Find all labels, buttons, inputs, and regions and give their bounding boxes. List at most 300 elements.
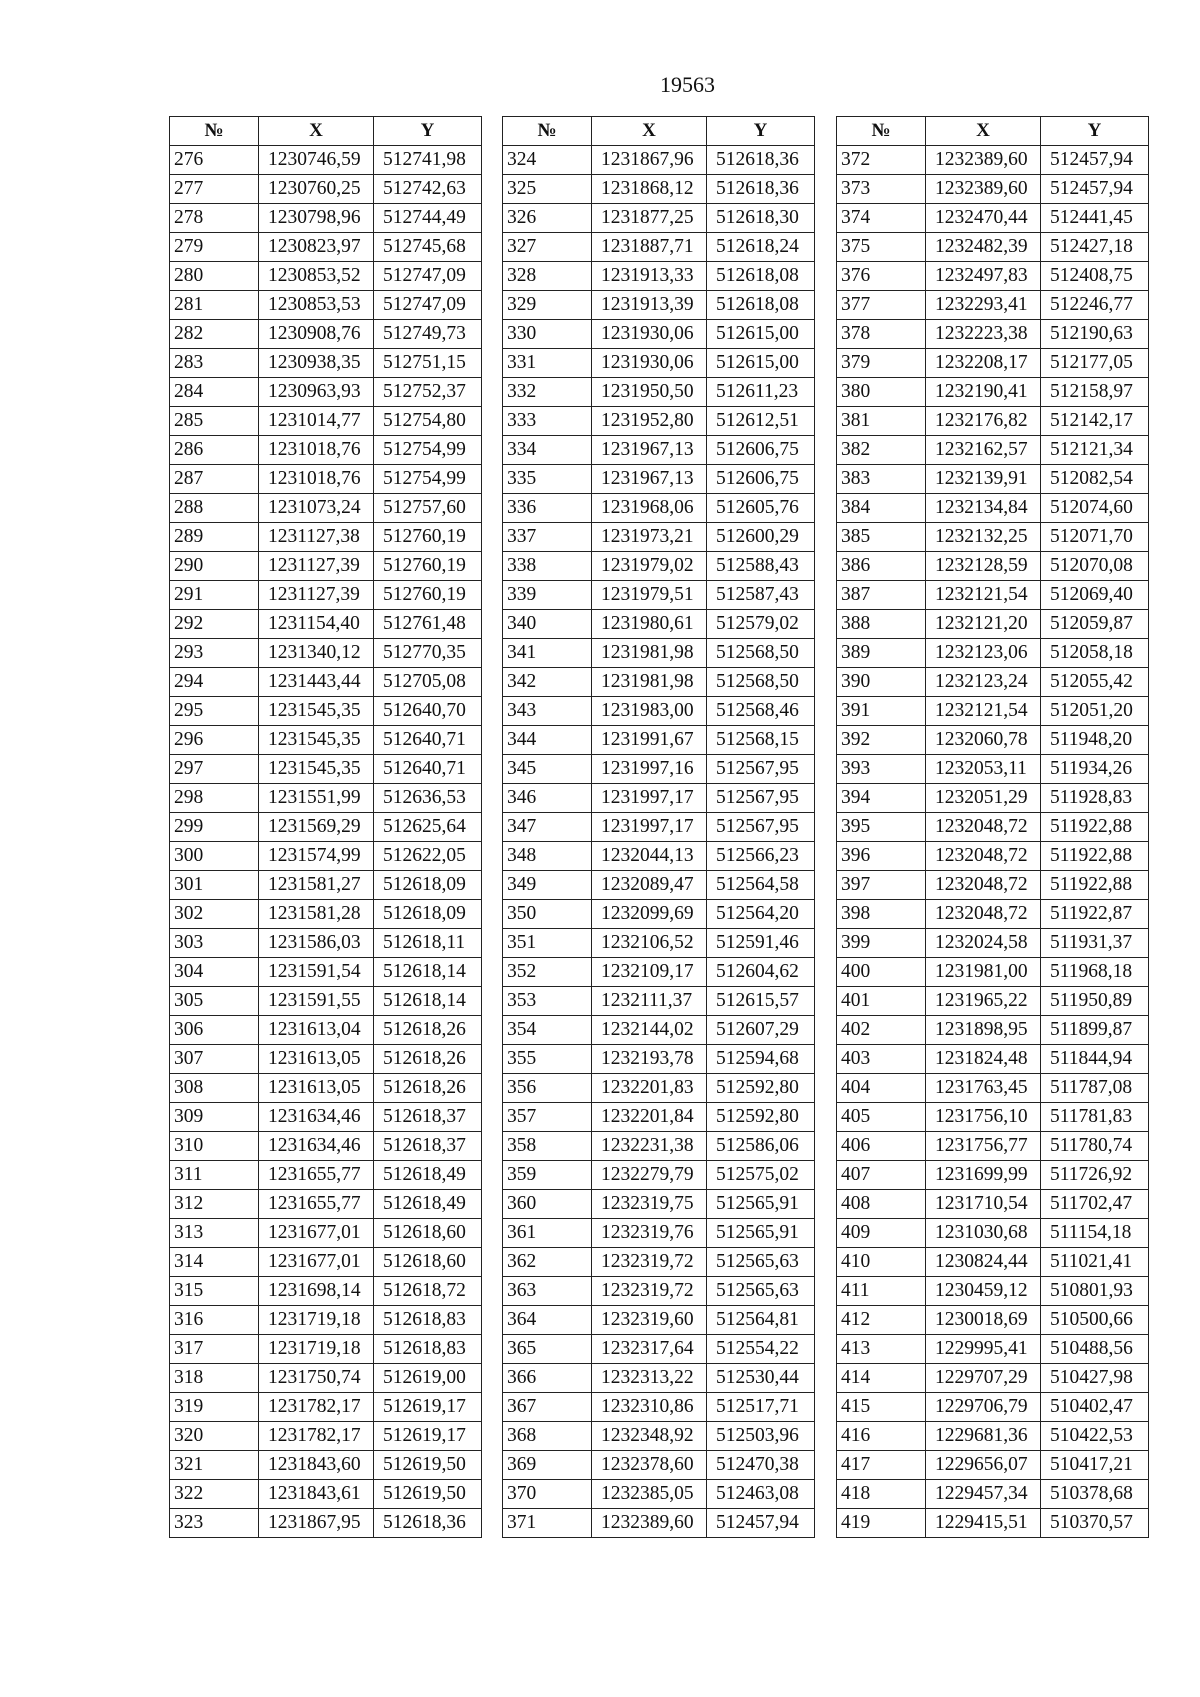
table-row	[170, 523, 482, 552]
cell-number: 339	[503, 581, 592, 610]
table-row	[170, 204, 482, 233]
table-row	[837, 1161, 1149, 1190]
cell-x: 1231750,74	[259, 1364, 374, 1393]
table-row	[503, 987, 815, 1016]
table-row	[170, 552, 482, 581]
table-row	[503, 668, 815, 697]
cell-y: 512757,60	[374, 494, 482, 523]
cell-x: 1231979,02	[592, 552, 707, 581]
cell-y: 512427,18	[1041, 233, 1149, 262]
cell-x: 1232128,59	[926, 552, 1041, 581]
cell-x: 1232024,58	[926, 929, 1041, 958]
table-row	[170, 581, 482, 610]
cell-y: 511787,08	[1041, 1074, 1149, 1103]
cell-number: 308	[170, 1074, 259, 1103]
cell-y: 512615,00	[707, 349, 815, 378]
cell-x: 1231545,35	[259, 726, 374, 755]
cell-x: 1231843,61	[259, 1480, 374, 1509]
cell-y: 510422,53	[1041, 1422, 1149, 1451]
cell-x: 1231997,17	[592, 813, 707, 842]
table-row	[837, 842, 1149, 871]
table-row	[170, 1451, 482, 1480]
cell-y: 512619,17	[374, 1422, 482, 1451]
cell-number: 301	[170, 871, 259, 900]
cell-x: 1231551,99	[259, 784, 374, 813]
cell-y: 512741,98	[374, 146, 482, 175]
cell-x: 1232385,05	[592, 1480, 707, 1509]
table-row	[170, 1277, 482, 1306]
cell-x: 1231655,77	[259, 1190, 374, 1219]
cell-x: 1232051,29	[926, 784, 1041, 813]
table-row	[837, 1277, 1149, 1306]
table-row	[170, 1045, 482, 1074]
cell-y: 512082,54	[1041, 465, 1149, 494]
cell-number: 293	[170, 639, 259, 668]
cell-number: 319	[170, 1393, 259, 1422]
cell-number: 312	[170, 1190, 259, 1219]
cell-number: 393	[837, 755, 926, 784]
cell-y: 512760,19	[374, 581, 482, 610]
cell-number: 385	[837, 523, 926, 552]
cell-number: 328	[503, 262, 592, 291]
cell-y: 512565,63	[707, 1248, 815, 1277]
table-row	[170, 813, 482, 842]
cell-y: 511948,20	[1041, 726, 1149, 755]
table-row	[837, 755, 1149, 784]
cell-y: 512619,17	[374, 1393, 482, 1422]
table-row	[837, 871, 1149, 900]
cell-x: 1231014,77	[259, 407, 374, 436]
cell-number: 329	[503, 291, 592, 320]
cell-y: 512575,02	[707, 1161, 815, 1190]
header-row	[837, 117, 1149, 146]
table-row	[170, 1219, 482, 1248]
cell-number: 414	[837, 1364, 926, 1393]
cell-number: 384	[837, 494, 926, 523]
cell-y: 511781,83	[1041, 1103, 1149, 1132]
cell-x: 1232348,92	[592, 1422, 707, 1451]
cell-number: 335	[503, 465, 592, 494]
table-row	[503, 1422, 815, 1451]
table-row	[170, 1393, 482, 1422]
cell-y: 512618,49	[374, 1190, 482, 1219]
cell-y: 512074,60	[1041, 494, 1149, 523]
cell-y: 512592,80	[707, 1103, 815, 1132]
cell-number: 377	[837, 291, 926, 320]
cell-number: 277	[170, 175, 259, 204]
cell-x: 1231073,24	[259, 494, 374, 523]
cell-x: 1231634,46	[259, 1103, 374, 1132]
cell-x: 1232319,72	[592, 1277, 707, 1306]
cell-x: 1232060,78	[926, 726, 1041, 755]
cell-x: 1231950,50	[592, 378, 707, 407]
cell-x: 1232123,24	[926, 668, 1041, 697]
cell-number: 347	[503, 813, 592, 842]
cell-x: 1231877,25	[592, 204, 707, 233]
table-row	[503, 929, 815, 958]
cell-number: 290	[170, 552, 259, 581]
cell-x: 1232121,54	[926, 581, 1041, 610]
cell-y: 512618,08	[707, 262, 815, 291]
cell-y: 512760,19	[374, 523, 482, 552]
cell-x: 1231127,38	[259, 523, 374, 552]
table-row	[503, 813, 815, 842]
cell-y: 511950,89	[1041, 987, 1149, 1016]
table-row	[170, 639, 482, 668]
cell-x: 1231581,28	[259, 900, 374, 929]
table-row	[837, 697, 1149, 726]
cell-number: 284	[170, 378, 259, 407]
table-row	[837, 1132, 1149, 1161]
cell-y: 512606,75	[707, 436, 815, 465]
table-row	[503, 755, 815, 784]
cell-x: 1232201,83	[592, 1074, 707, 1103]
cell-number: 331	[503, 349, 592, 378]
cell-number: 355	[503, 1045, 592, 1074]
cell-y: 512567,95	[707, 784, 815, 813]
cell-number: 396	[837, 842, 926, 871]
cell-x: 1231979,51	[592, 581, 707, 610]
cell-x: 1232176,82	[926, 407, 1041, 436]
cell-number: 399	[837, 929, 926, 958]
cell-y: 512612,51	[707, 407, 815, 436]
cell-x: 1231710,54	[926, 1190, 1041, 1219]
cell-x: 1232132,25	[926, 523, 1041, 552]
table-row	[170, 610, 482, 639]
cell-y: 512190,63	[1041, 320, 1149, 349]
cell-x: 1232048,72	[926, 842, 1041, 871]
table-row	[837, 233, 1149, 262]
cell-number: 320	[170, 1422, 259, 1451]
cell-x: 1232139,91	[926, 465, 1041, 494]
cell-x: 1232121,54	[926, 697, 1041, 726]
table-row	[170, 1132, 482, 1161]
cell-number: 418	[837, 1480, 926, 1509]
table-row	[503, 958, 815, 987]
cell-number: 303	[170, 929, 259, 958]
cell-number: 348	[503, 842, 592, 871]
table-row	[503, 871, 815, 900]
cell-number: 383	[837, 465, 926, 494]
cell-number: 388	[837, 610, 926, 639]
table-row	[170, 871, 482, 900]
cell-y: 512618,60	[374, 1219, 482, 1248]
cell-y: 510500,66	[1041, 1306, 1149, 1335]
table-row	[503, 494, 815, 523]
cell-x: 1231981,00	[926, 958, 1041, 987]
table-row	[837, 639, 1149, 668]
cell-y: 512071,70	[1041, 523, 1149, 552]
cell-number: 307	[170, 1045, 259, 1074]
table-row	[837, 900, 1149, 929]
cell-number: 297	[170, 755, 259, 784]
cell-y: 512705,08	[374, 668, 482, 697]
table-row	[837, 320, 1149, 349]
table-row	[503, 726, 815, 755]
cell-x: 1232106,52	[592, 929, 707, 958]
table-row	[503, 1016, 815, 1045]
header-row	[503, 117, 815, 146]
cell-number: 404	[837, 1074, 926, 1103]
table-row	[170, 668, 482, 697]
table-row	[837, 1074, 1149, 1103]
cell-x: 1231867,96	[592, 146, 707, 175]
cell-number: 374	[837, 204, 926, 233]
cell-y: 512618,36	[374, 1509, 482, 1538]
cell-x: 1232048,72	[926, 900, 1041, 929]
table-row	[837, 1451, 1149, 1480]
table-row	[503, 1132, 815, 1161]
cell-x: 1229457,34	[926, 1480, 1041, 1509]
cell-number: 369	[503, 1451, 592, 1480]
table-row	[837, 610, 1149, 639]
cell-y: 512618,36	[707, 175, 815, 204]
cell-x: 1231756,77	[926, 1132, 1041, 1161]
table-row	[170, 1248, 482, 1277]
cell-y: 512618,11	[374, 929, 482, 958]
cell-number: 302	[170, 900, 259, 929]
cell-y: 512565,91	[707, 1219, 815, 1248]
cell-number: 361	[503, 1219, 592, 1248]
cell-number: 400	[837, 958, 926, 987]
cell-number: 350	[503, 900, 592, 929]
cell-number: 322	[170, 1480, 259, 1509]
table-row	[503, 436, 815, 465]
cell-y: 512618,26	[374, 1045, 482, 1074]
cell-number: 336	[503, 494, 592, 523]
cell-number: 341	[503, 639, 592, 668]
cell-number: 276	[170, 146, 259, 175]
table-row	[503, 378, 815, 407]
cell-number: 410	[837, 1248, 926, 1277]
cell-number: 318	[170, 1364, 259, 1393]
cell-y: 512408,75	[1041, 262, 1149, 291]
cell-x: 1232121,20	[926, 610, 1041, 639]
cell-x: 1229995,41	[926, 1335, 1041, 1364]
cell-number: 282	[170, 320, 259, 349]
cell-number: 386	[837, 552, 926, 581]
cell-y: 511021,41	[1041, 1248, 1149, 1277]
cell-y: 512055,42	[1041, 668, 1149, 697]
table-row	[170, 1335, 482, 1364]
cell-x: 1232319,75	[592, 1190, 707, 1219]
cell-y: 512605,76	[707, 494, 815, 523]
cell-x: 1231898,95	[926, 1016, 1041, 1045]
cell-y: 511154,18	[1041, 1219, 1149, 1248]
cell-x: 1232134,84	[926, 494, 1041, 523]
cell-x: 1231677,01	[259, 1219, 374, 1248]
cell-x: 1232099,69	[592, 900, 707, 929]
cell-y: 512618,37	[374, 1103, 482, 1132]
cell-number: 321	[170, 1451, 259, 1480]
cell-x: 1231340,12	[259, 639, 374, 668]
column-header-x: X	[926, 117, 1041, 146]
cell-y: 512611,23	[707, 378, 815, 407]
cell-number: 378	[837, 320, 926, 349]
cell-x: 1231127,39	[259, 581, 374, 610]
cell-y: 512607,29	[707, 1016, 815, 1045]
table-row	[837, 204, 1149, 233]
cell-number: 349	[503, 871, 592, 900]
table-row	[837, 175, 1149, 204]
cell-number: 305	[170, 987, 259, 1016]
cell-number: 417	[837, 1451, 926, 1480]
cell-number: 373	[837, 175, 926, 204]
cell-number: 366	[503, 1364, 592, 1393]
table-row	[837, 262, 1149, 291]
table-row	[170, 175, 482, 204]
cell-x: 1232053,11	[926, 755, 1041, 784]
cell-y: 511922,88	[1041, 813, 1149, 842]
cell-y: 510378,68	[1041, 1480, 1149, 1509]
column-header-y: Y	[374, 117, 482, 146]
cell-y: 512752,37	[374, 378, 482, 407]
cell-x: 1230853,52	[259, 262, 374, 291]
table-row	[503, 1277, 815, 1306]
cell-x: 1231930,06	[592, 320, 707, 349]
cell-number: 333	[503, 407, 592, 436]
cell-y: 512586,06	[707, 1132, 815, 1161]
cell-number: 330	[503, 320, 592, 349]
cell-x: 1231980,61	[592, 610, 707, 639]
cell-x: 1232044,13	[592, 842, 707, 871]
cell-y: 512618,30	[707, 204, 815, 233]
table-row	[503, 1480, 815, 1509]
cell-number: 289	[170, 523, 259, 552]
table-row	[837, 1335, 1149, 1364]
cell-y: 512503,96	[707, 1422, 815, 1451]
cell-y: 512058,18	[1041, 639, 1149, 668]
cell-x: 1230908,76	[259, 320, 374, 349]
cell-y: 512618,60	[374, 1248, 482, 1277]
cell-number: 310	[170, 1132, 259, 1161]
cell-y: 511922,88	[1041, 871, 1149, 900]
cell-y: 512615,57	[707, 987, 815, 1016]
table-row	[503, 320, 815, 349]
cell-number: 407	[837, 1161, 926, 1190]
table-row	[170, 1422, 482, 1451]
cell-number: 368	[503, 1422, 592, 1451]
cell-x: 1232497,83	[926, 262, 1041, 291]
cell-number: 280	[170, 262, 259, 291]
cell-x: 1229706,79	[926, 1393, 1041, 1422]
cell-y: 512600,29	[707, 523, 815, 552]
cell-y: 512177,05	[1041, 349, 1149, 378]
table-row	[503, 1219, 815, 1248]
table-row	[170, 929, 482, 958]
cell-y: 512567,95	[707, 755, 815, 784]
cell-number: 382	[837, 436, 926, 465]
table-row	[837, 1248, 1149, 1277]
table-row	[837, 1393, 1149, 1422]
cell-x: 1231569,29	[259, 813, 374, 842]
cell-y: 512618,24	[707, 233, 815, 262]
cell-x: 1229681,36	[926, 1422, 1041, 1451]
cell-x: 1232470,44	[926, 204, 1041, 233]
cell-x: 1230459,12	[926, 1277, 1041, 1306]
cell-x: 1231698,14	[259, 1277, 374, 1306]
cell-y: 512457,94	[1041, 175, 1149, 204]
cell-number: 291	[170, 581, 259, 610]
table-row	[503, 1190, 815, 1219]
cell-x: 1232190,41	[926, 378, 1041, 407]
cell-number: 316	[170, 1306, 259, 1335]
cell-y: 510801,93	[1041, 1277, 1149, 1306]
cell-x: 1232231,38	[592, 1132, 707, 1161]
cell-x: 1231867,95	[259, 1509, 374, 1538]
coordinates-table-2	[502, 116, 815, 1538]
table-row	[837, 929, 1149, 958]
table-row	[837, 1422, 1149, 1451]
cell-number: 288	[170, 494, 259, 523]
cell-x: 1232048,72	[926, 871, 1041, 900]
cell-y: 512565,91	[707, 1190, 815, 1219]
cell-x: 1230018,69	[926, 1306, 1041, 1335]
cell-x: 1231952,80	[592, 407, 707, 436]
cell-y: 512517,71	[707, 1393, 815, 1422]
cell-y: 511702,47	[1041, 1190, 1149, 1219]
cell-x: 1229415,51	[926, 1509, 1041, 1538]
cell-x: 1232279,79	[592, 1161, 707, 1190]
cell-y: 512618,09	[374, 900, 482, 929]
table-row	[170, 784, 482, 813]
cell-number: 364	[503, 1306, 592, 1335]
cell-y: 512457,94	[1041, 146, 1149, 175]
table-row	[503, 407, 815, 436]
cell-x: 1231968,06	[592, 494, 707, 523]
cell-x: 1231930,06	[592, 349, 707, 378]
cell-y: 512619,50	[374, 1451, 482, 1480]
cell-number: 327	[503, 233, 592, 262]
cell-number: 344	[503, 726, 592, 755]
cell-y: 511780,74	[1041, 1132, 1149, 1161]
cell-y: 512587,43	[707, 581, 815, 610]
cell-number: 351	[503, 929, 592, 958]
cell-x: 1231843,60	[259, 1451, 374, 1480]
cell-number: 346	[503, 784, 592, 813]
cell-x: 1231824,48	[926, 1045, 1041, 1074]
coordinates-table-1	[169, 116, 482, 1538]
cell-x: 1231913,33	[592, 262, 707, 291]
cell-number: 406	[837, 1132, 926, 1161]
cell-number: 392	[837, 726, 926, 755]
cell-y: 512749,73	[374, 320, 482, 349]
table-row	[503, 784, 815, 813]
cell-y: 512564,58	[707, 871, 815, 900]
table-row	[837, 1103, 1149, 1132]
table-row	[837, 668, 1149, 697]
cell-number: 345	[503, 755, 592, 784]
cell-y: 512591,46	[707, 929, 815, 958]
cell-number: 371	[503, 1509, 592, 1538]
column-header-number: №	[170, 117, 259, 146]
table-row	[170, 1509, 482, 1538]
cell-number: 356	[503, 1074, 592, 1103]
cell-x: 1232293,41	[926, 291, 1041, 320]
cell-number: 357	[503, 1103, 592, 1132]
cell-number: 315	[170, 1277, 259, 1306]
table-row	[503, 233, 815, 262]
cell-number: 408	[837, 1190, 926, 1219]
cell-number: 403	[837, 1045, 926, 1074]
cell-x: 1232389,60	[926, 146, 1041, 175]
table-row	[170, 291, 482, 320]
column-header-number: №	[837, 117, 926, 146]
table-row	[170, 1074, 482, 1103]
cell-number: 376	[837, 262, 926, 291]
cell-y: 512594,68	[707, 1045, 815, 1074]
cell-number: 419	[837, 1509, 926, 1538]
